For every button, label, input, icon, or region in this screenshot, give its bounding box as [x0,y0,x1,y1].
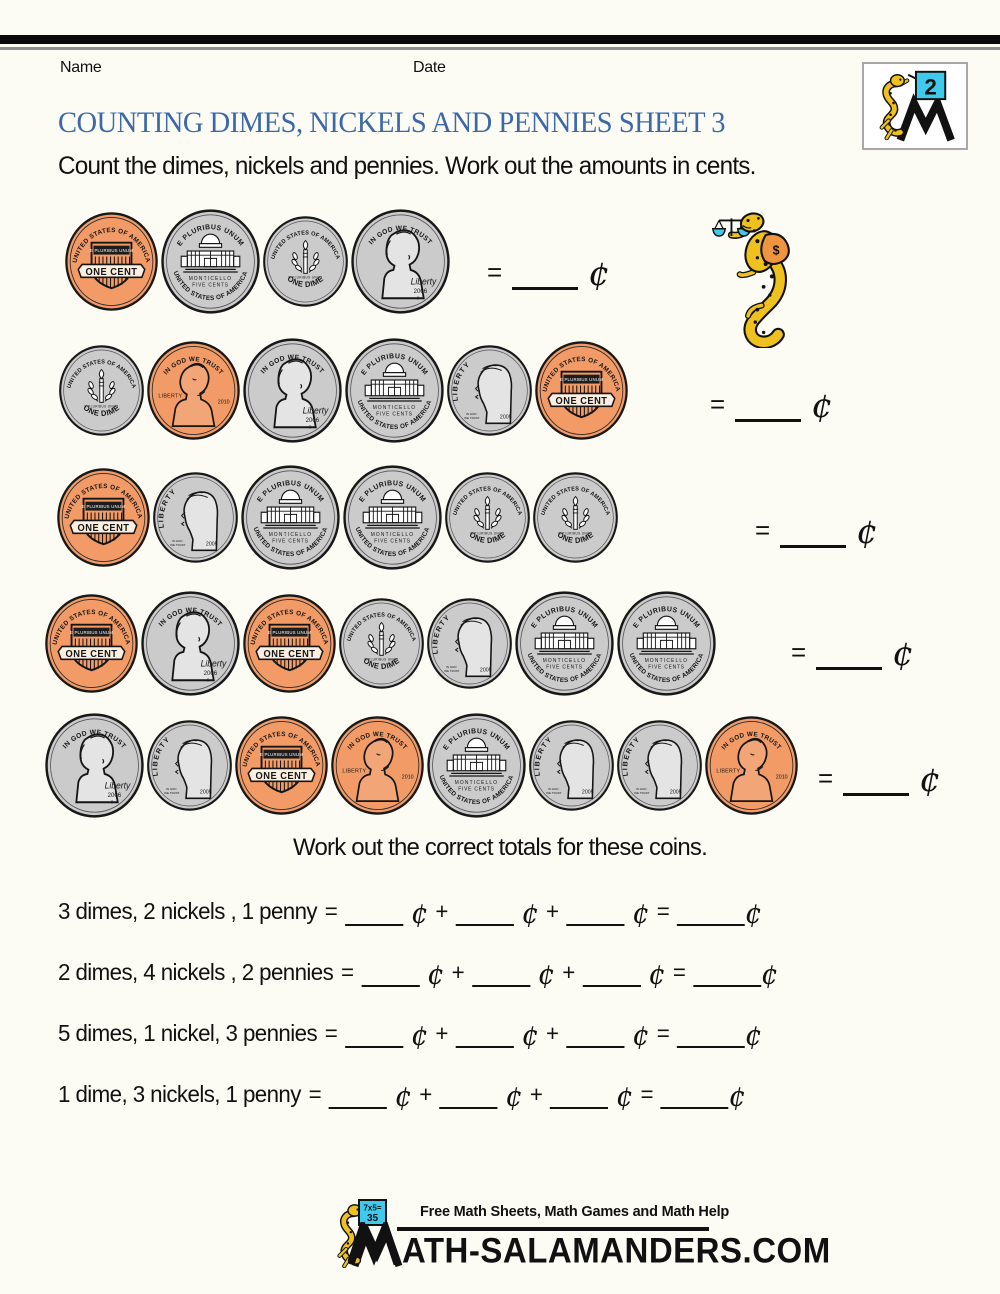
coin-penny-heads [146,341,241,440]
cent-sign: ¢ [410,1018,428,1052]
cent-sign: ¢ [632,896,649,930]
equals-sign: = [656,1020,670,1046]
answer-blank[interactable] [329,1083,387,1109]
answer-blank[interactable] [566,900,624,926]
coin-dime-heads [146,720,233,811]
problem-row-2 [58,953,778,991]
equals-sign: = [710,389,726,419]
dollar-sign: $ [772,243,780,258]
instruction-text: Count the dimes, nickels and pennies. Work out the amounts in cents. [58,152,756,180]
problem-label: 2 dimes, 4 nickels , 2 pennies [58,959,334,985]
plus-sign: + [529,1081,543,1107]
coin-row-4 [44,590,717,696]
answer-blank[interactable] [735,389,801,422]
problem-label: 3 dimes, 2 nickels , 1 penny [58,898,318,924]
plus-sign: + [435,898,448,924]
page-title: COUNTING DIMES, NICKELS AND PENNIES SHEET 3 [58,106,726,139]
answer-blank[interactable] [439,1083,497,1109]
cent-sign: ¢ [505,1079,523,1113]
date-label: Date [413,59,446,76]
answer-group-3 [755,506,878,553]
cent-sign: ¢ [410,896,428,930]
problem-row-3 [58,1014,778,1052]
equals-sign: = [755,515,771,545]
grade-2-logo-badge [862,62,968,150]
coin-dime-tails [58,345,145,436]
answer-group-1 [487,248,610,295]
cent-sign: ¢ [648,957,666,991]
coin-nickel-heads [140,591,241,696]
coin-dime-heads [152,472,239,563]
m-logo-icon [900,103,951,140]
coin-nickel-tails [616,591,717,696]
cent-sign: ¢ [427,957,444,991]
cent-sign: ¢ [632,1018,649,1052]
coin-row-5 [44,712,799,818]
cent-sign: ¢ [892,634,914,675]
answer-group-2 [710,380,833,427]
answer-blank[interactable] [472,961,530,987]
coin-dime-tails [262,216,349,307]
answer-blank[interactable] [345,900,403,926]
answer-group-4 [791,628,914,675]
answer-blank[interactable] [512,257,578,290]
coin-nickel-heads [44,713,145,818]
plus-sign: + [546,1020,559,1046]
equals-sign: = [656,898,670,924]
coin-nickel-tails [514,591,615,696]
cent-sign: ¢ [811,386,833,427]
equals-sign: = [791,637,807,667]
answer-blank[interactable] [361,961,419,987]
badge-graphic [864,64,964,146]
board-text-line2: 35 [366,1213,379,1224]
footer-tagline: Free Math Sheets, Math Games and Math Help [420,1204,730,1220]
totals-heading: Work out the correct totals for these coins. [293,834,707,861]
answer-blank[interactable] [456,900,514,926]
cent-sign: ¢ [856,512,878,553]
answer-blank[interactable] [780,515,846,548]
problem-row-4 [58,1075,778,1113]
coin-dime-tails [338,598,425,689]
cent-sign: ¢ [919,760,941,801]
coin-dime-tails [444,472,531,563]
site-name[interactable] [348,1222,831,1268]
coin-nickel-tails [426,713,527,818]
answer-blank[interactable] [661,1083,729,1109]
coin-penny-heads [330,716,425,815]
equals-sign: = [640,1081,653,1107]
plus-sign: + [562,959,575,985]
cent-sign: ¢ [616,1079,633,1113]
top-border-line [0,35,1000,44]
equals-sign: = [324,898,338,924]
answer-group-5 [818,754,941,801]
cent-sign: ¢ [521,896,539,930]
coin-nickel-heads [242,338,343,443]
cent-sign: ¢ [761,957,778,991]
problem-row-1 [58,892,778,930]
site-name-text: ATH-SALAMANDERS.COM [402,1229,831,1270]
coin-penny-tails [242,594,337,693]
board-text-line1: 7x5= [363,1203,382,1213]
plus-sign: + [435,1020,448,1046]
problem-label: 5 dimes, 1 nickel, 3 pennies [58,1020,318,1046]
coin-dime-heads [446,345,533,436]
equals-sign: = [672,959,686,985]
problem-label: 1 dime, 3 nickels, 1 penny [58,1081,301,1107]
cent-sign: ¢ [394,1079,412,1113]
answer-blank[interactable] [843,763,909,796]
coin-dime-tails [532,472,619,563]
equals-sign: = [324,1020,338,1046]
answer-blank[interactable] [677,900,745,926]
cent-sign: ¢ [728,1079,746,1113]
answer-blank[interactable] [693,961,761,987]
coin-row-2 [58,337,629,443]
cent-sign: ¢ [521,1018,539,1052]
grade-number: 2 [924,74,937,100]
answer-blank[interactable] [456,1022,514,1048]
coin-penny-tails [64,212,159,311]
coin-penny-tails [534,341,629,440]
answer-blank[interactable] [550,1083,608,1109]
coin-penny-heads [704,716,799,815]
equals-sign: = [340,959,354,985]
coin-penny-tails [44,594,139,693]
coin-row-1 [64,208,451,314]
answer-blank[interactable] [582,961,640,987]
coin-dime-heads [426,598,513,689]
cent-sign: ¢ [744,896,762,930]
equals-sign: = [487,257,503,287]
problems-list [58,892,800,1136]
coin-nickel-tails [342,465,443,570]
answer-blank[interactable] [677,1022,745,1048]
cent-sign: ¢ [537,957,555,991]
name-label: Name [60,59,102,76]
equals-sign: = [818,763,834,793]
coin-dime-heads [528,720,615,811]
coin-nickel-tails [344,338,445,443]
coin-penny-tails [234,716,329,815]
coin-nickel-tails [240,465,341,570]
coin-dime-heads [616,720,703,811]
m-letter-icon [348,1222,400,1268]
plus-sign: + [546,898,559,924]
answer-blank[interactable] [345,1022,403,1048]
answer-blank[interactable] [816,637,882,670]
pencil-icon [908,75,916,79]
coin-nickel-tails [160,209,261,314]
coin-penny-tails [56,468,151,567]
top-border-shadow [0,47,1000,50]
coin-nickel-heads [350,209,451,314]
plus-sign: + [451,959,465,985]
answer-blank[interactable] [566,1022,624,1048]
plus-sign: + [419,1081,432,1107]
money-salamander-illustration [703,208,818,348]
cent-sign: ¢ [588,254,610,295]
equals-sign: = [308,1081,322,1107]
cent-sign: ¢ [744,1018,762,1052]
coin-row-3 [56,464,619,570]
